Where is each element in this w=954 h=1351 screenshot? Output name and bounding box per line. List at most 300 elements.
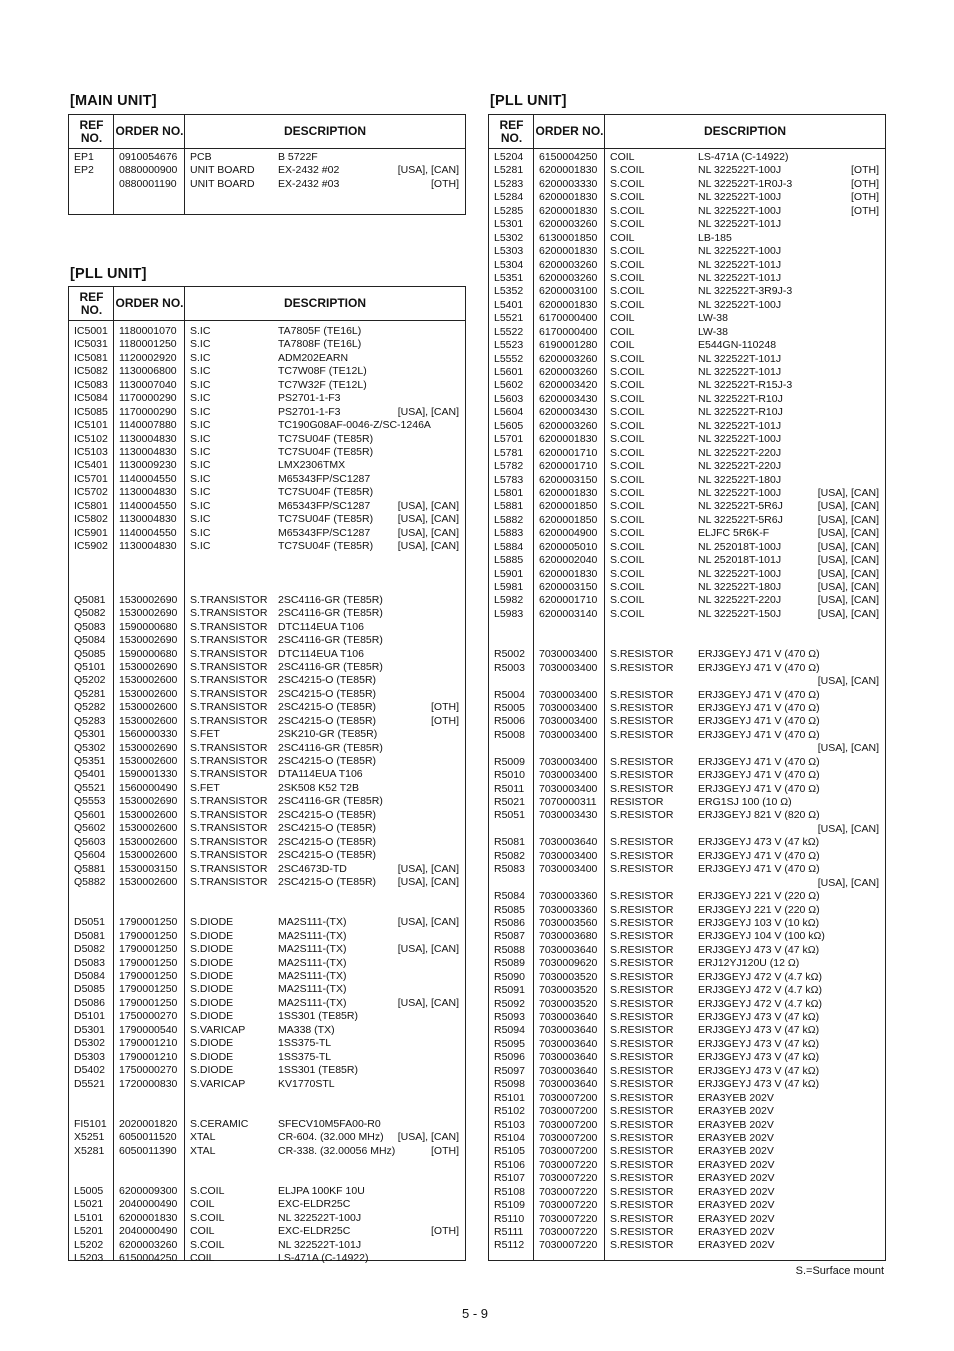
- ref-no: Q5601: [74, 808, 106, 821]
- order-no: 1790001250: [119, 943, 178, 956]
- table-row: [69, 1252, 465, 1265]
- part-name: ERA3YED 202V: [698, 1172, 775, 1185]
- part-type: S.RESISTOR: [610, 1185, 674, 1198]
- ref-no: Q5281: [74, 687, 106, 700]
- order-no: 6200001710: [539, 446, 598, 459]
- part-type: S.RESISTOR: [610, 903, 674, 916]
- ref-no: R5106: [494, 1158, 525, 1171]
- part-name: ERJ3GEYJ 104 V (100 kΩ): [698, 930, 825, 943]
- ref-no: IC5084: [74, 392, 108, 405]
- order-no: 0880001190: [119, 177, 177, 190]
- table-row: [489, 594, 885, 607]
- part-type: S.RESISTOR: [610, 1011, 674, 1023]
- part-type: S.RESISTOR: [610, 849, 674, 862]
- table-row: [69, 473, 465, 486]
- part-name: CR-338. (32.00056 MHz): [278, 1144, 396, 1157]
- order-no: 6150004250: [539, 151, 598, 163]
- part-type: S.COIL: [610, 285, 645, 298]
- part-type: S.COIL: [610, 392, 645, 405]
- table-row: [69, 540, 465, 553]
- order-no: 1130004830: [119, 445, 177, 458]
- ref-no: R5082: [494, 849, 525, 862]
- part-type: S.IC: [190, 432, 211, 445]
- part-type: S.COIL: [610, 554, 645, 567]
- ref-no: D5302: [74, 1037, 105, 1050]
- order-no: 1790001250: [119, 929, 178, 942]
- table-row: [69, 419, 465, 432]
- order-no: 1530002600: [119, 849, 178, 862]
- order-no: 7030003400: [539, 769, 598, 782]
- part-type: COIL: [190, 1225, 215, 1238]
- part-type: S.RESISTOR: [610, 1158, 674, 1171]
- ref-no: R5093: [494, 1011, 525, 1023]
- ref-no: IC5401: [74, 459, 108, 472]
- order-no: 1140004550: [119, 526, 177, 539]
- ref-no: R5086: [494, 916, 525, 929]
- table-row: [69, 997, 465, 1010]
- table-body: [69, 325, 465, 1266]
- ref-no: IC5001: [74, 325, 108, 337]
- part-name: NL 322522T-5R6J: [698, 513, 783, 526]
- table-row: [69, 178, 465, 191]
- order-no: 1790000540: [119, 1023, 178, 1036]
- order-no: 1560000330: [119, 728, 178, 741]
- order-no: 6200003260: [539, 258, 598, 271]
- part-type: S.TRANSISTOR: [190, 674, 268, 687]
- part-name: MA2S111-(TX): [278, 970, 347, 982]
- table-row: [489, 474, 885, 487]
- order-no: 1530002600: [119, 755, 178, 767]
- table-row: [69, 164, 465, 177]
- ref-no: L5401: [494, 298, 524, 311]
- ref-no: IC5085: [74, 405, 108, 418]
- order-no: 1790001210: [119, 1037, 178, 1050]
- part-name: 2SC4215-O (TE85R): [278, 701, 377, 714]
- order-no: 2040000490: [119, 1198, 178, 1211]
- table-row: [489, 957, 885, 970]
- order-no: 7030003640: [539, 1024, 598, 1037]
- spacer: [69, 1091, 465, 1104]
- table-row: [489, 890, 885, 903]
- part-type: S.DIODE: [190, 996, 234, 1009]
- table-row: [489, 1038, 885, 1051]
- ref-no: R5112: [494, 1239, 525, 1252]
- order-no: 6200003100: [539, 285, 598, 298]
- order-no: 7030003400: [539, 648, 598, 661]
- order-no: 7030003400: [539, 701, 598, 714]
- part-name: SFECV10M5FA00-R0: [278, 1117, 381, 1130]
- order-no: 0880000900: [119, 164, 178, 177]
- part-type: S.COIL: [610, 245, 645, 258]
- part-name: NL 322522T-100J: [698, 433, 782, 446]
- ref-no: Q5101: [74, 660, 106, 673]
- order-no: 6170000400: [539, 312, 598, 325]
- part-type: S.IC: [190, 445, 211, 458]
- ref-no: IC5031: [74, 338, 108, 351]
- order-no: 7030003400: [539, 728, 598, 741]
- order-no: 7030007220: [539, 1158, 598, 1171]
- part-type: S.COIL: [610, 581, 645, 593]
- part-name: NL 322522T-100J: [698, 298, 782, 311]
- order-no: 1530002600: [119, 822, 178, 835]
- table-row: [69, 392, 465, 405]
- part-type: S.RESISTOR: [610, 997, 674, 1010]
- table-row: [489, 1078, 885, 1091]
- table-row: [69, 486, 465, 499]
- table-row: [489, 339, 885, 352]
- part-name: 2SC4116-GR (TE85R): [278, 660, 383, 673]
- part-type: S.RESISTOR: [610, 1131, 674, 1144]
- part-name: ERJ3GEYJ 473 V (47 kΩ): [698, 1037, 820, 1050]
- part-name: EX-2432 #02: [278, 164, 340, 177]
- order-no: 6200003260: [119, 1238, 178, 1251]
- ref-no: IC5083: [74, 378, 108, 391]
- part-name: MA2S111-(TX): [278, 943, 347, 956]
- order-no: 6200001710: [539, 594, 598, 607]
- part-type: S.RESISTOR: [610, 943, 674, 956]
- ref-no: L5604: [494, 406, 524, 419]
- table-row: [69, 433, 465, 446]
- page-number: 5 - 9: [462, 1306, 489, 1321]
- order-no: 7030003430: [539, 809, 598, 822]
- part-name: NL 322522T-101J: [698, 352, 782, 365]
- part-type: S.TRANSISTOR: [190, 701, 268, 714]
- order-no: 7030007200: [539, 1145, 598, 1158]
- order-no: 1750000270: [119, 1064, 178, 1077]
- header-ref: REF NO.: [499, 117, 524, 145]
- ref-no: Q5604: [74, 849, 106, 862]
- region: [USA], [CAN]: [397, 996, 459, 1009]
- part-type: S.CERAMIC: [190, 1117, 249, 1130]
- table-row: [69, 661, 465, 674]
- ref-no: L5302: [494, 231, 524, 244]
- ref-no: L5352: [494, 285, 524, 298]
- table-row: [69, 795, 465, 808]
- region: [USA], [CAN]: [817, 822, 879, 835]
- part-type: XTAL: [190, 1144, 216, 1157]
- order-no: 6200001830: [539, 486, 598, 499]
- part-type: S.IC: [190, 486, 211, 499]
- part-type: S.COIL: [610, 204, 645, 217]
- table-row: [489, 205, 885, 218]
- part-type: XTAL: [190, 1131, 216, 1144]
- spacer: [69, 889, 465, 902]
- order-no: 6200001830: [539, 298, 598, 311]
- order-no: 1530002690: [119, 795, 178, 808]
- part-name: ERA3YED 202V: [698, 1239, 775, 1252]
- part-name: ERA3YEB 202V: [698, 1145, 774, 1158]
- ref-no: Q5084: [74, 634, 106, 647]
- region: [OTH]: [851, 204, 879, 217]
- order-no: 7030003360: [539, 890, 598, 903]
- table-row: [489, 1172, 885, 1185]
- part-type: S.COIL: [610, 218, 645, 231]
- order-no: 7030003400: [539, 755, 598, 768]
- part-name: ERA3YEB 202V: [698, 1091, 774, 1104]
- order-no: 7030003520: [539, 997, 598, 1010]
- part-type: S.IC: [190, 472, 211, 485]
- part-name: ERJ3GEYJ 103 V (10 kΩ): [698, 916, 820, 929]
- part-name: LB-185: [698, 231, 732, 244]
- ref-no: R5091: [494, 984, 525, 997]
- ref-no: R5005: [494, 701, 525, 714]
- region: [USA], [CAN]: [397, 405, 459, 418]
- order-no: 1130004830: [119, 540, 177, 552]
- table-row: [69, 863, 465, 876]
- ref-no: Q5081: [74, 593, 106, 606]
- part-name: NL 322522T-100J: [698, 567, 782, 580]
- order-no: 6200001830: [539, 433, 598, 446]
- order-no: 7030003640: [539, 836, 598, 849]
- part-name: ERJ3GEYJ 471 V (470 Ω): [698, 863, 820, 876]
- part-name: 2SK210-GR (TE85R): [278, 728, 378, 741]
- part-name: ERJ3GEYJ 473 V (47 kΩ): [698, 1011, 820, 1023]
- part-type: S.IC: [190, 405, 211, 418]
- order-no: 6200003430: [539, 406, 598, 419]
- order-no: 6200001830: [119, 1211, 178, 1224]
- table-row: [69, 1064, 465, 1077]
- table-row: [489, 998, 885, 1011]
- table-row: [69, 768, 465, 781]
- ref-no: R5103: [494, 1118, 525, 1131]
- part-name: NL 322522T-R15J-3: [698, 379, 793, 392]
- part-name: M65343FP/SC1287: [278, 472, 371, 485]
- part-type: S.TRANSISTOR: [190, 687, 268, 700]
- table-row: [69, 849, 465, 862]
- table-row: [489, 164, 885, 177]
- ref-no: R5010: [494, 769, 525, 782]
- part-type: S.RESISTOR: [610, 1118, 674, 1131]
- part-type: S.FET: [190, 781, 220, 794]
- order-no: 7030007200: [539, 1131, 598, 1144]
- part-type: S.VARICAP: [190, 1023, 246, 1036]
- order-no: 1530002600: [119, 714, 178, 727]
- order-no: 7030003640: [539, 1037, 598, 1050]
- order-no: 7030009620: [539, 957, 598, 970]
- part-type: S.RESISTOR: [610, 769, 674, 782]
- ref-no: Q5082: [74, 607, 106, 620]
- ref-no: R5094: [494, 1024, 525, 1037]
- table-row: [69, 728, 465, 741]
- part-type: S.RESISTOR: [610, 1172, 674, 1185]
- table-row: [489, 191, 885, 204]
- order-no: 7030003640: [539, 1051, 598, 1064]
- part-type: S.COIL: [610, 379, 645, 392]
- ref-no: D5082: [74, 943, 105, 956]
- part-type: S.DIODE: [190, 983, 234, 996]
- ref-no: Q5302: [74, 741, 106, 754]
- ref-no: IC5702: [74, 486, 108, 499]
- part-name: NL 322522T-101J: [698, 258, 782, 271]
- ref-no: L5521: [494, 312, 524, 325]
- order-no: 2020001820: [119, 1117, 178, 1130]
- table-row: [69, 406, 465, 419]
- order-no: 6200003330: [539, 177, 598, 190]
- order-no: 6050011520: [119, 1131, 177, 1144]
- part-type: S.RESISTOR: [610, 1226, 674, 1238]
- table-row: [69, 715, 465, 728]
- part-type: S.COIL: [610, 406, 645, 419]
- part-type: S.RESISTOR: [610, 1212, 674, 1225]
- table-row: [489, 420, 885, 433]
- ref-no: L5284: [494, 191, 524, 204]
- part-type: S.COIL: [610, 500, 645, 513]
- table-body: [489, 151, 885, 1253]
- part-name: 2SC4116-GR (TE85R): [278, 795, 383, 808]
- ref-no: R5087: [494, 930, 525, 943]
- ref-no: Q5401: [74, 768, 106, 781]
- part-type: S.RESISTOR: [610, 836, 674, 849]
- part-name: ERJ3GEYJ 471 V (470 Ω): [698, 648, 820, 661]
- order-no: 1530002690: [119, 593, 178, 606]
- part-type: S.COIL: [610, 473, 645, 486]
- ref-no: Q5282: [74, 701, 106, 714]
- part-name: ERJ3GEYJ 471 V (470 Ω): [698, 849, 820, 862]
- part-name: ERJ3GEYJ 471 V (470 Ω): [698, 728, 820, 741]
- table-row: [489, 541, 885, 554]
- part-name: 2SC4215-O (TE85R): [278, 674, 377, 687]
- table-row: [489, 823, 885, 836]
- order-no: 1130004830: [119, 513, 177, 526]
- ref-no: L5701: [494, 433, 524, 446]
- part-type: S.COIL: [610, 486, 645, 499]
- part-name: DTC114EUA T106: [278, 647, 364, 660]
- ref-no: D5081: [74, 929, 105, 942]
- part-type: S.FET: [190, 728, 220, 741]
- part-type: S.TRANSISTOR: [190, 768, 268, 781]
- table-row: [489, 729, 885, 742]
- part-type: S.COIL: [610, 433, 645, 446]
- part-type: PCB: [190, 151, 212, 163]
- spacer: [69, 567, 465, 580]
- table-row: [489, 930, 885, 943]
- part-name: MA2S111-(TX): [278, 983, 347, 996]
- part-name: ERJ3GEYJ 221 V (220 Ω): [698, 903, 820, 916]
- ref-no: D5085: [74, 983, 105, 996]
- part-name: E544GN-110248: [698, 339, 777, 352]
- table-row: [69, 1131, 465, 1144]
- part-type: S.TRANSISTOR: [190, 875, 268, 888]
- order-no: 1790001250: [119, 916, 178, 929]
- part-name: NL 322522T-R10J: [698, 392, 783, 405]
- ref-no: R5095: [494, 1037, 525, 1050]
- table-row: [489, 326, 885, 339]
- part-name: 2SC4215-O (TE85R): [278, 808, 377, 821]
- order-no: 7030003520: [539, 984, 598, 997]
- spacer: [69, 903, 465, 916]
- order-no: 1530002690: [119, 607, 178, 620]
- part-name: NL 322522T-100J: [698, 204, 782, 217]
- region: [USA], [CAN]: [397, 943, 459, 956]
- ref-no: L5351: [494, 271, 524, 284]
- ref-no: L5283: [494, 177, 524, 190]
- part-type: S.RESISTOR: [610, 755, 674, 768]
- table-row: [489, 675, 885, 688]
- region: [USA], [CAN]: [397, 526, 459, 539]
- order-no: 6200003260: [539, 218, 598, 231]
- part-type: S.RESISTOR: [610, 890, 674, 903]
- order-no: 1790001250: [119, 983, 178, 996]
- part-type: COIL: [610, 312, 635, 325]
- part-name: ERJ3GEYJ 473 V (47 kΩ): [698, 1024, 820, 1037]
- ref-no: L5303: [494, 245, 524, 258]
- part-name: TC7SU04F (TE85R): [278, 513, 374, 526]
- table-row: [489, 769, 885, 782]
- table-header: [69, 287, 465, 321]
- ref-no: D5101: [74, 1010, 105, 1023]
- table-row: [489, 850, 885, 863]
- part-name: MA2S111-(TX): [278, 956, 347, 969]
- order-no: 6200001830: [539, 204, 598, 217]
- part-type: S.TRANSISTOR: [190, 755, 268, 767]
- ref-no: L5202: [74, 1238, 104, 1251]
- table-row: [489, 1132, 885, 1145]
- part-type: S.IC: [190, 392, 211, 405]
- part-type: S.DIODE: [190, 943, 234, 956]
- part-type: S.RESISTOR: [610, 688, 674, 701]
- part-type: S.TRANSISTOR: [190, 862, 268, 875]
- ref-no: R5085: [494, 903, 525, 916]
- part-type: S.RESISTOR: [610, 1239, 674, 1252]
- ref-no: R5083: [494, 863, 525, 876]
- table-row: [69, 527, 465, 540]
- table-row: [489, 527, 885, 540]
- part-type: S.RESISTOR: [610, 728, 674, 741]
- ref-no: L5901: [494, 567, 524, 580]
- ref-no: Q5351: [74, 755, 106, 767]
- part-name: 2SC4215-O (TE85R): [278, 822, 377, 835]
- region: [USA], [CAN]: [817, 581, 879, 593]
- part-name: ERA3YED 202V: [698, 1158, 775, 1171]
- order-no: 6200003420: [539, 379, 598, 392]
- part-type: S.IC: [190, 513, 211, 526]
- table-row: [489, 245, 885, 258]
- ref-no: IC5101: [74, 419, 108, 432]
- part-name: MA2S111-(TX): [278, 929, 347, 942]
- order-no: 1140004550: [119, 499, 177, 512]
- spacer: [69, 553, 465, 566]
- order-no: 7030007200: [539, 1118, 598, 1131]
- table-row: [69, 1037, 465, 1050]
- part-name: ERJ3GEYJ 471 V (470 Ω): [698, 661, 820, 674]
- ref-no: L5281: [494, 164, 524, 177]
- part-name: 2SC4116-GR (TE85R): [278, 634, 383, 647]
- part-type: S.TRANSISTOR: [190, 835, 268, 848]
- table-row: [69, 1010, 465, 1023]
- region: [USA], [CAN]: [397, 862, 459, 875]
- part-name: 2SC4215-O (TE85R): [278, 849, 377, 862]
- part-name: KV1770STL: [278, 1077, 335, 1090]
- order-no: 7030007220: [539, 1226, 598, 1238]
- ref-no: R5051: [494, 809, 525, 822]
- table-row: [69, 1078, 465, 1091]
- table-row: [489, 742, 885, 755]
- part-name: 1SS375-TL: [278, 1050, 332, 1063]
- part-type: COIL: [610, 151, 635, 163]
- order-no: 7030003520: [539, 970, 598, 983]
- table-row: [489, 783, 885, 796]
- order-no: 1530002600: [119, 808, 178, 821]
- part-name: ERJ3GEYJ 471 V (470 Ω): [698, 782, 820, 795]
- table-row: [69, 365, 465, 378]
- part-name: 2SK508 K52 T2B: [278, 781, 359, 794]
- part-name: TC7SU04F (TE85R): [278, 486, 374, 499]
- order-no: 7030003400: [539, 715, 598, 728]
- ref-no: L5005: [74, 1185, 104, 1197]
- ref-no: R5089: [494, 957, 525, 970]
- order-no: 1530003150: [119, 862, 178, 875]
- order-no: 6200001830: [539, 191, 598, 204]
